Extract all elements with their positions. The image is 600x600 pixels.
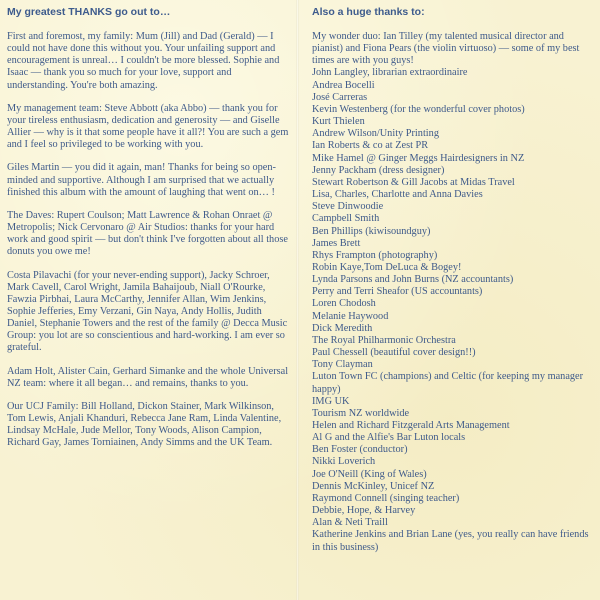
thanks-list-item: Dick Meredith: [312, 322, 373, 334]
thanks-list-item: John Langley, librarian extraordinaire: [312, 67, 468, 79]
left-heading: My greatest THANKS go out to…: [7, 6, 171, 18]
thanks-list-item: Paul Chessell (beautiful cover design!!): [312, 347, 476, 359]
thanks-list-item: Stewart Robertson & Gill Jacobs at Midas Travel: [312, 176, 515, 188]
thanks-list-item: Perry and Terri Sheafor (US accountants): [312, 286, 483, 298]
paragraph-management: My management team: Steve Abbott (aka Abbo) — thank you for your tireless enthusiasm, dedication and generosity — and Giselle Allier — why is it that some people have it all?! You are such a gem and I feel so privileged to be working with you.: [7, 102, 289, 151]
thanks-list-item: Campbell Smith: [312, 213, 380, 225]
thanks-list-item: Rhys Frampton (photography): [312, 249, 438, 261]
thanks-list-item: Joe O'Neill (King of Wales): [312, 468, 427, 480]
paragraph-universal-nz: Adam Holt, Alister Cain, Gerhard Simanke and the whole Universal NZ team: where it all began… and remains, thanks to you.: [7, 365, 289, 389]
thanks-list-item: Nikki Loverich: [312, 456, 376, 468]
thanks-list-item: Andrea Bocelli: [312, 79, 375, 91]
paragraph-ucj: Our UCJ Family: Bill Holland, Dickon Stainer, Mark Wilkinson, Tom Lewis, Anjali Khanduri, Rebecca Jane Ram, Linda Valentine, Lindsay McHale, Jude Mellor, Tony Woods, Alison Campion, Richard Gay, James Torniainen, Andy Simms and the UK Team.: [7, 400, 282, 449]
thanks-list-item: José Carreras: [312, 91, 368, 103]
thanks-list-item: Al G and the Alfie's Bar Luton locals: [312, 432, 466, 444]
thanks-list-item: Melanie Haywood: [312, 310, 389, 322]
thanks-list-item: Tony Clayman: [312, 359, 373, 371]
thanks-list-item: Raymond Connell (singing teacher): [312, 492, 460, 504]
thanks-list-item: My wonder duo: Ian Tilley (my talented musical director and pianist) and Fiona Pears (the violin virtuoso) — some of my best times are with you guys!: [312, 31, 580, 67]
thanks-list-item: Robin Kaye,Tom DeLuca & Bogey!: [312, 261, 462, 273]
thanks-list: [312, 31, 596, 554]
thanks-list-item: Lisa, Charles, Charlotte and Anna Davies: [312, 189, 483, 201]
thanks-list-item: Luton Town FC (champions) and Celtic (for keeping my manager happy): [312, 371, 584, 395]
thanks-list-item: Loren Chodosh: [312, 298, 376, 310]
thanks-list-item: Kurt Thielen: [312, 116, 365, 128]
right-heading: Also a huge thanks to:: [312, 6, 425, 18]
thanks-list-item: James Brett: [312, 237, 361, 249]
thanks-list-item: Helen and Richard Fitzgerald Arts Management: [312, 420, 510, 431]
thanks-list-item: Debbie, Hope, & Harvey: [312, 505, 416, 517]
thanks-list-item: IMG UK: [312, 395, 350, 407]
thanks-list-item: Ben Foster (conductor): [312, 444, 408, 456]
thanks-list-item: Jenny Packham (dress designer): [312, 164, 445, 176]
paragraph-family: First and foremost, my family: Mum (Jill) and Dad (Gerald) — I could not have done this without you. Your unfailing support and encouragement is unreal… I couldn't be more blessed. Sophie and Isaac — thank you so much for your love, support and understanding. You're both amazing.: [7, 31, 280, 91]
thanks-list-item: Tourism NZ worldwide: [312, 407, 410, 419]
thanks-list-item: The Royal Philharmonic Orchestra: [312, 334, 456, 346]
thanks-list-item: Ian Roberts & co at Zest PR: [312, 140, 429, 152]
paragraph-engineers: The Daves: Rupert Coulson; Matt Lawrence & Rohan Onraet @ Metropolis; Nick Cervonaro @ Air Studios: thanks for your hard work and good spirit — but don't think I've forgotten about all those donuts you owe me!: [7, 209, 288, 258]
thanks-list-item: Mike Hamel @ Ginger Meggs Hairdesigners in NZ: [312, 152, 525, 164]
paragraph-producer: Giles Martin — you did it again, man! Thanks for being so open-minded and supportive. Although I am surprised that we actually finished this album with the amount of laughing that went on… !: [7, 162, 276, 198]
thanks-list-item: Ben Phillips (kiwisoundguy): [312, 225, 431, 237]
thanks-list-item: Andrew Wilson/Unity Printing: [312, 128, 439, 140]
left-column: [7, 6, 291, 461]
right-column: [312, 6, 596, 554]
thanks-list-item: Katherine Jenkins and Brian Lane (yes, you really can have friends in this business): [312, 529, 589, 553]
thanks-list-item: Kevin Westenberg (for the wonderful cover photos): [312, 103, 525, 115]
paragraph-decca: Costa Pilavachi (for your never-ending support), Jacky Schroer, Mark Cavell, Carol Wright, Jamila Bahaijoub, Niall O'Rourke, Fawzia Pirbhai, Laura McCarthy, Jennifer Allan, Wim Jenkins, Sophie Jefferies, Emy Verzani, Gin Naya, Andy Hollis, Judith Daniel, Stephanie Towers and the rest of the family @ Decca Music Group: you lot are so conscientious and hard-working. I am ever so grateful.: [7, 269, 288, 354]
thanks-list-item: Lynda Parsons and John Burns (NZ accountants): [312, 274, 514, 286]
thanks-list-item: Steve Dinwoodie: [312, 201, 384, 213]
page-fold: [296, 0, 299, 600]
thanks-list-item: Dennis McKinley, Unicef NZ: [312, 480, 435, 492]
thanks-list-item: Alan & Neti Traill: [312, 517, 388, 529]
